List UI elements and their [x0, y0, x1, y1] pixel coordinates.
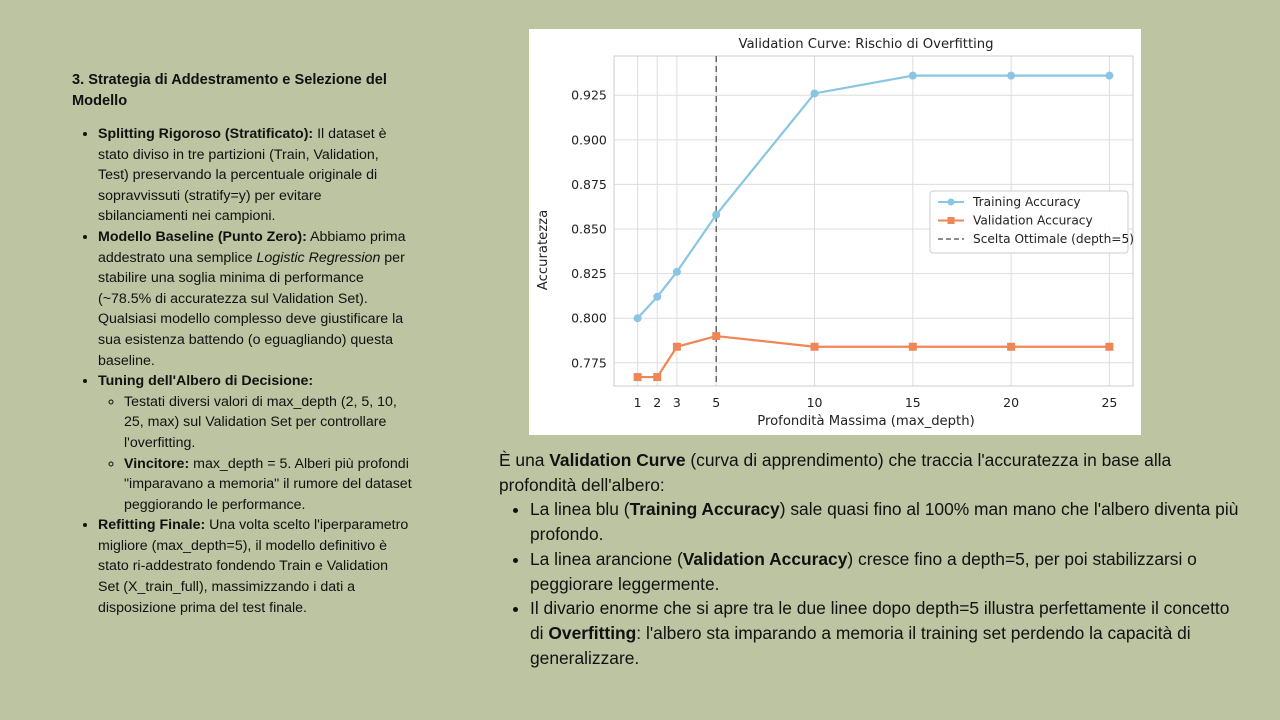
item-text: Abbiamo prima addestrato una semplice: [98, 228, 406, 266]
x-tick-label: 2: [653, 395, 662, 410]
x-tick-label: 20: [1003, 395, 1020, 410]
item-text: ) sale quasi fino al 100% man mano che l'albero diventa più profondo.: [530, 499, 1239, 545]
item-bold: Modello Baseline (Punto Zero):: [98, 228, 307, 245]
validation-accuracy-point: [634, 373, 642, 381]
validation-accuracy-point: [811, 343, 819, 351]
y-tick-label: 0.900: [571, 132, 607, 148]
y-tick-label: 0.875: [571, 176, 607, 192]
item-text: Il divario enorme che si apre tra le due linee dopo depth=5 illustra perfettamente il concetto di: [530, 598, 1230, 643]
validation-accuracy-point: [1105, 343, 1113, 351]
chart-legend: [930, 191, 1134, 253]
sublist-item-winner: [124, 454, 412, 516]
explanation-list: [499, 497, 1239, 670]
explanation-item-training: [530, 497, 1239, 546]
list-item-baseline: [98, 227, 412, 371]
list-item-tuning: [98, 371, 412, 515]
validation-accuracy-point: [1007, 343, 1015, 351]
item-text: Testati diversi valori di max_depth (2, 5, 10, 25, max) sul Validation Set per controllare l'overfitting.: [124, 393, 397, 451]
item-bold: Tuning dell'Albero di Decisione:: [98, 373, 314, 390]
item-bold: Validation Accuracy: [682, 548, 848, 569]
legend-label: Training Accuracy: [973, 195, 1081, 210]
intro-text: (curva di apprendimento) che traccia l'accuratezza in base alla profondità dell'albero:: [499, 450, 1172, 495]
validation-accuracy-point: [909, 343, 917, 351]
chart-explanation: [499, 448, 1239, 670]
training-accuracy-point: [1007, 72, 1015, 80]
x-axis-label: Profondità Massima (max_depth): [757, 414, 975, 429]
x-tick-label: 25: [1101, 395, 1118, 410]
training-accuracy-point: [712, 211, 720, 219]
training-accuracy-point: [634, 314, 642, 322]
x-tick-label: 1: [633, 395, 642, 410]
item-text: : l'albero sta imparando a memoria il training set perdendo la capacità di generalizzare.: [530, 622, 1191, 668]
y-tick-label: 0.825: [571, 266, 607, 282]
legend-marker: [948, 217, 955, 224]
list-item-splitting: [98, 124, 412, 227]
strategy-panel: [72, 70, 412, 618]
list-item-refitting: [98, 515, 412, 618]
item-bold: Training Accuracy: [629, 499, 780, 520]
validation-accuracy-line: [638, 336, 1110, 377]
legend-label: Validation Accuracy: [973, 213, 1093, 228]
y-tick-label: 0.850: [571, 221, 607, 237]
item-text: max_depth = 5. Alberi più profondi "imparavano a memoria" il rumore del dataset peggiorando le performance.: [124, 455, 412, 513]
legend-label: Scelta Ottimale (depth=5): [973, 232, 1135, 247]
explanation-item-overfitting: [530, 596, 1239, 670]
item-italic: Logistic Regression: [256, 249, 381, 266]
strategy-list: [72, 124, 412, 618]
training-accuracy-point: [653, 293, 661, 301]
validation-accuracy-point: [712, 332, 720, 340]
chart-canvas: [529, 29, 1141, 435]
explanation-item-validation: [530, 547, 1239, 596]
x-tick-label: 5: [712, 395, 721, 410]
sublist-item-tested: [124, 392, 412, 454]
explanation-intro: [499, 448, 1239, 497]
item-text: per stabilire una soglia minima di performance (~78.5% di accuratezza sul Validation Set). Qualsiasi modello complesso deve giustificare la sua esistenza battendo (o eguagliando) questa baseline.: [98, 249, 405, 369]
item-bold: Splitting Rigoroso (Stratificato):: [98, 126, 314, 142]
item-text: ) cresce fino a depth=5, per poi stabilizzarsi o peggiorare leggermente.: [530, 548, 1197, 594]
validation-curve-chart: [529, 29, 1141, 435]
intro-bold: Validation Curve: [549, 450, 686, 470]
training-accuracy-point: [811, 89, 819, 97]
intro-text: È una: [499, 450, 550, 470]
legend-marker: [948, 199, 955, 206]
tuning-sublist: [98, 392, 412, 516]
item-text: Il dataset è stato diviso in tre partizioni (Train, Validation, Test) preservando la percentuale originale di sopravvissuti (stratify=y) per evitare sbilanciamenti nei campioni.: [98, 126, 387, 225]
y-tick-label: 0.775: [571, 355, 607, 371]
item-bold: Overfitting: [548, 622, 637, 643]
x-tick-label: 10: [806, 395, 823, 410]
item-text: La linea blu (: [530, 499, 630, 520]
item-text: Una volta scelto l'iperparametro migliore (max_depth=5), il modello definitivo è stato ri-addestrato fondendo Train e Validation Set (X_train_full), massimizzando i dati a disposizione prima del test finale.: [98, 517, 409, 616]
validation-accuracy-point: [653, 373, 661, 381]
item-bold: Refitting Finale:: [98, 517, 206, 534]
section-title: 3. Strategia di Addestramento e Selezione del Modello: [72, 72, 387, 109]
x-tick-label: 3: [672, 395, 681, 410]
y-axis-label: Accuratezza: [536, 209, 551, 291]
validation-accuracy-point: [673, 343, 681, 351]
y-tick-label: 0.800: [571, 310, 607, 326]
x-tick-label: 15: [904, 395, 921, 410]
training-accuracy-point: [673, 268, 681, 276]
item-bold: Vincitore:: [124, 455, 190, 472]
training-accuracy-point: [909, 72, 917, 80]
y-tick-label: 0.925: [571, 87, 607, 103]
item-text: La linea arancione (: [530, 548, 683, 569]
chart-title: Validation Curve: Rischio di Overfitting: [738, 37, 994, 52]
training-accuracy-point: [1105, 72, 1113, 80]
